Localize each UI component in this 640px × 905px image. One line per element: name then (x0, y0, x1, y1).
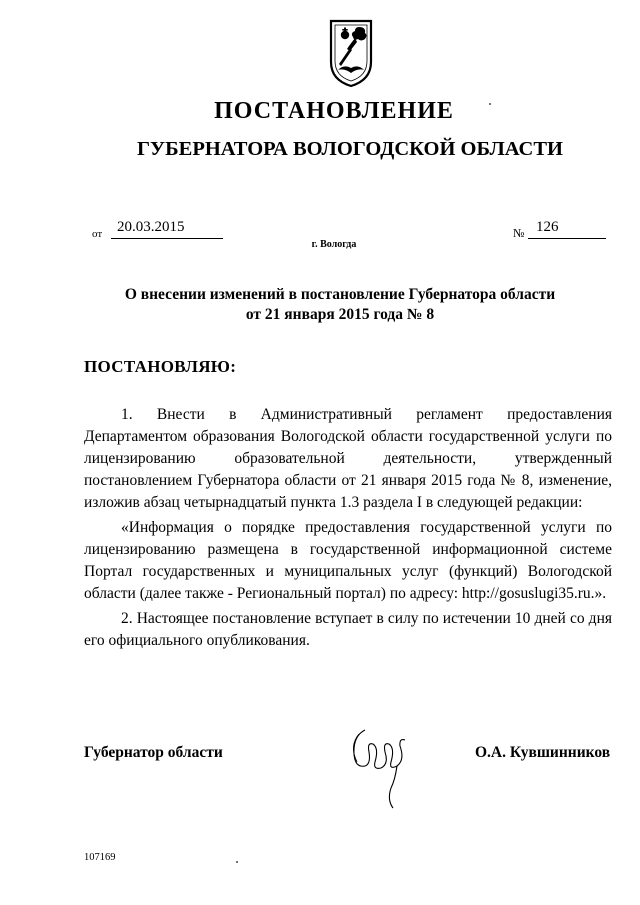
city-label: г. Вологда (311, 239, 357, 250)
signer-name: О.А. Кувшинников (475, 744, 611, 761)
document-date: 20.03.2015 (111, 219, 223, 239)
document-subject (0, 285, 640, 325)
document-title: ПОСТАНОВЛЕНИЕ (214, 98, 454, 124)
body-paragraph-2: «Информация о порядке предоставления государственной услуги по лицензированию размещена в государственной информационной системе Портал государственных и муниципальных услуг (функций) Вологодской области (далее также - Региональный портал) по адресу: http://gosuslugi35.ru.». (84, 519, 612, 602)
document-subtitle: ГУБЕРНАТОРА ВОЛОГОДСКОЙ ОБЛАСТИ (137, 138, 563, 160)
body-paragraph-1: 1. Внести в Административный регламент предоставления Департаментом образования Вологодской области государственной услуги по лицензированию образовательной деятельности, утвержденный постановлением Губернатора области от 21 января 2015 года № 8, изменение, изложив абзац четырнадцатый пункта 1.3 раздела I в следующей редакции: (84, 406, 612, 511)
scan-speck (236, 861, 238, 863)
document-body (84, 404, 612, 652)
handwritten-signature (345, 722, 415, 814)
scan-speck (489, 103, 491, 105)
body-paragraph-3: 2. Настоящее постановление вступает в силу по истечении 10 дней со дня его официального опубликования. (84, 610, 612, 649)
subject-line-1: О внесении изменений в постановление Губернатора области (124, 286, 556, 303)
decree-heading: ПОСТАНОВЛЯЮ: (84, 357, 237, 376)
coat-of-arms-emblem (328, 18, 374, 88)
subject-line-2: от 21 января 2015 года № 8 (245, 306, 435, 323)
document-code: 107169 (84, 852, 116, 863)
signer-position: Губернатор области (84, 744, 223, 761)
number-prefix: № (513, 226, 525, 240)
date-prefix: от (92, 228, 103, 240)
document-number: 126 (528, 219, 606, 239)
